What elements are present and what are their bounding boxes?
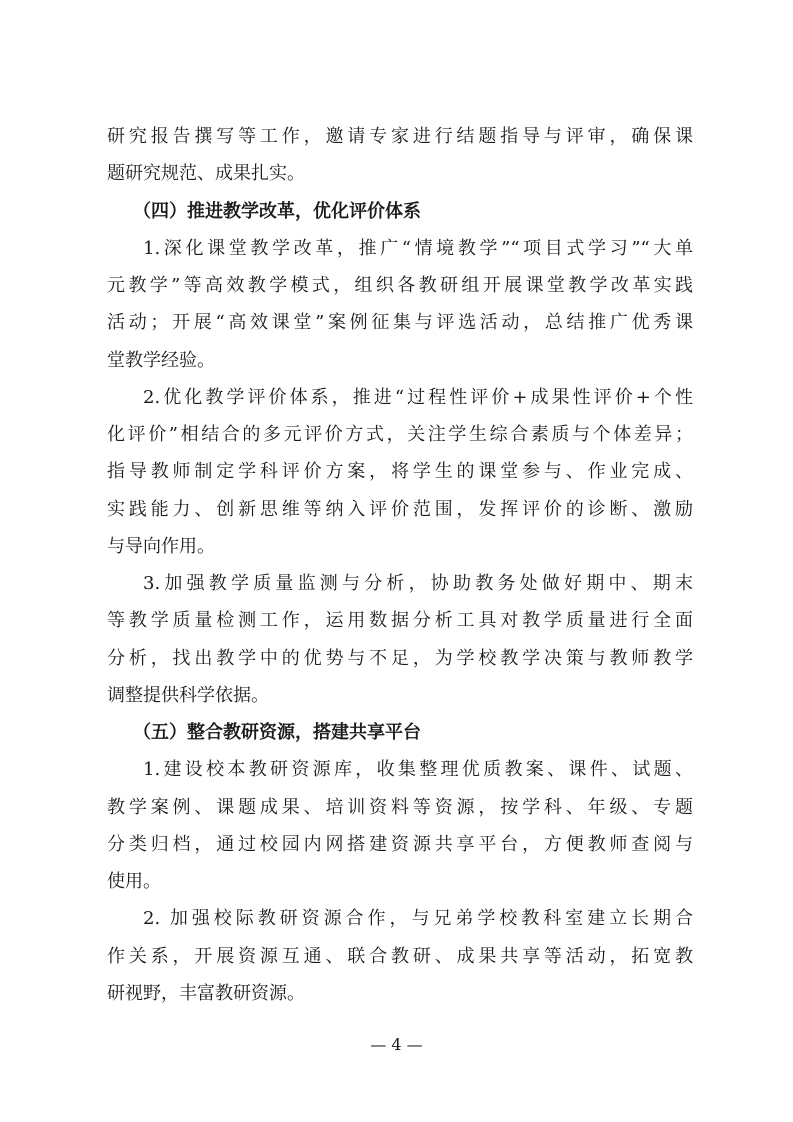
paragraph-line: 化评价”相结合的多元评价方式，关注学生综合素质与个体差异；: [107, 424, 693, 446]
paragraph-line: 指导教师制定学科评价方案，将学生的课堂参与、作业完成、: [107, 461, 693, 483]
paragraph-line: 作关系，开展资源互通、联合教研、成果共享等活动，拓宽教: [107, 945, 693, 967]
paragraph-line: 2.优化教学评价体系，推进“过程性评价+成果性评价+个性: [143, 386, 693, 408]
paragraph-line: 题研究规范、成果扎实。: [107, 163, 305, 185]
section-heading: （四）推进教学改革，优化评价体系: [133, 200, 421, 222]
paragraph-line: 1.建设校本教研资源库，收集整理优质教案、课件、试题、: [143, 759, 693, 781]
paragraph-line: 堂教学经验。: [107, 349, 215, 371]
paragraph-line: 研视野，丰富教研资源。: [107, 983, 305, 1004]
paragraph-line: 活动；开展“高效课堂”案例征集与评选活动，总结推广优秀课: [107, 312, 693, 334]
paragraph-line: 与导向作用。: [107, 535, 215, 557]
paragraph-line: 分析，找出教学中的优势与不足，为学校教学决策与教师教学: [107, 647, 693, 669]
paragraph-line: 2. 加强校际教研资源合作，与兄弟学校教科室建立长期合: [143, 908, 693, 930]
paragraph-line: 调整提供科学依据。: [107, 684, 269, 706]
paragraph-line: 3.加强教学质量监测与分析，协助教务处做好期中、期末: [143, 573, 693, 595]
section-heading: （五）整合教研资源，搭建共享平台: [133, 722, 421, 744]
paragraph-line: 分类归档，通过校园内网搭建资源共享平台，方便教师查阅与: [107, 833, 693, 855]
paragraph-line: 使用。: [107, 871, 161, 893]
paragraph-line: 研究报告撰写等工作，邀请专家进行结题指导与评审，确保课: [107, 126, 693, 147]
paragraph-line: 等教学质量检测工作，运用数据分析工具对教学质量进行全面: [107, 610, 693, 632]
paragraph-line: 1.深化课堂教学改革，推广“情境教学”“项目式学习”“大单: [143, 237, 693, 259]
page-number: — 4 —: [370, 1035, 423, 1054]
paragraph-line: 元教学”等高效教学模式，组织各教研组开展课堂教学改革实践: [107, 275, 693, 297]
paragraph-line: 教学案例、课题成果、培训资料等资源，按学科、年级、专题: [107, 796, 693, 818]
paragraph-line: 实践能力、创新思维等纳入评价范围，发挥评价的诊断、激励: [107, 498, 693, 520]
